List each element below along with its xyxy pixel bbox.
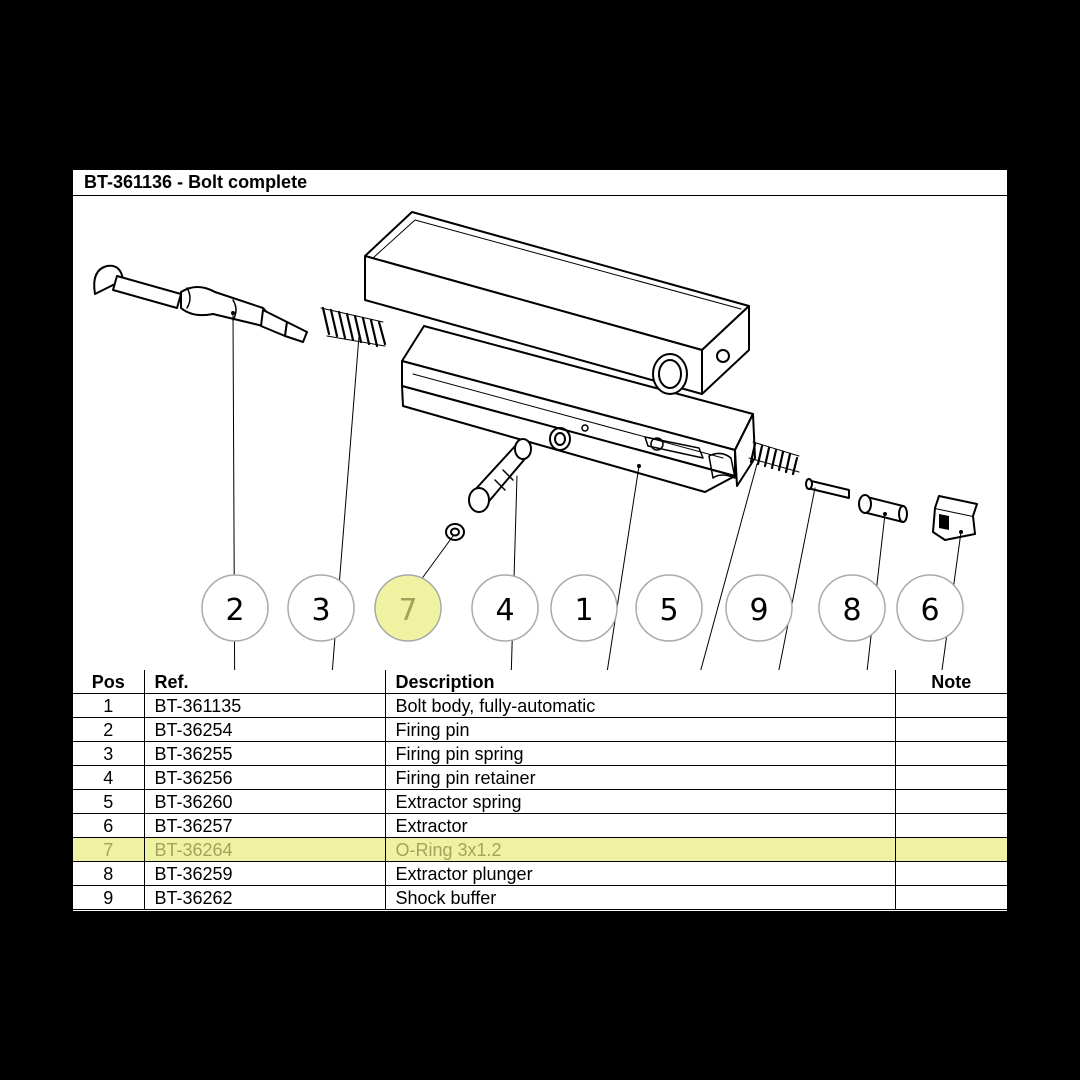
row-ref: BT-361135 — [144, 694, 385, 718]
sheet-title-bar — [73, 170, 1007, 196]
table-row[interactable] — [73, 886, 1007, 910]
row-description: Bolt body, fully-automatic — [385, 694, 895, 718]
table-header-row — [73, 670, 1007, 694]
header-ref: Ref. — [144, 670, 385, 694]
callout-8[interactable] — [819, 575, 885, 641]
row-ref: BT-36264 — [144, 838, 385, 862]
table-row[interactable] — [73, 814, 1007, 838]
extractor-spring-drawing — [749, 442, 799, 474]
row-ref: BT-36256 — [144, 766, 385, 790]
row-description: O-Ring 3x1.2 — [385, 838, 895, 862]
table-row[interactable] — [73, 790, 1007, 814]
callout-3-label: 3 — [311, 593, 331, 628]
callout-1-label: 1 — [574, 593, 594, 628]
callout-9-label: 9 — [749, 593, 769, 628]
callout-2-label: 2 — [225, 593, 245, 628]
row-pos: 6 — [73, 814, 144, 838]
row-pos: 7 — [73, 838, 144, 862]
callout-5[interactable] — [636, 575, 702, 641]
parts-sheet — [72, 169, 1008, 912]
row-note — [895, 886, 1007, 910]
sheet-title: BT-361136 - Bolt complete — [84, 172, 308, 192]
row-note — [895, 838, 1007, 862]
firing-pin-retainer-drawing — [469, 439, 531, 512]
row-description: Extractor spring — [385, 790, 895, 814]
callout-2[interactable] — [202, 575, 268, 641]
table-row[interactable] — [73, 718, 1007, 742]
extractor-plunger-drawing — [859, 495, 907, 522]
table-row[interactable] — [73, 862, 1007, 886]
callout-8-label: 8 — [842, 593, 862, 628]
bolt-body-drawing — [365, 212, 755, 492]
callout-7-label: 7 — [398, 593, 418, 628]
header-description: Description — [385, 670, 895, 694]
row-ref: BT-36259 — [144, 862, 385, 886]
row-note — [895, 718, 1007, 742]
header-note: Note — [895, 670, 1007, 694]
firing-pin-drawing — [94, 266, 307, 342]
row-pos: 8 — [73, 862, 144, 886]
callout-4-label: 4 — [495, 593, 515, 628]
row-ref: BT-36257 — [144, 814, 385, 838]
row-pos: 5 — [73, 790, 144, 814]
extractor-drawing — [933, 496, 977, 540]
row-pos: 3 — [73, 742, 144, 766]
callout-3[interactable] — [288, 575, 354, 641]
row-note — [895, 694, 1007, 718]
row-description: Firing pin spring — [385, 742, 895, 766]
o-ring-drawing — [446, 524, 464, 540]
callout-4[interactable] — [472, 575, 538, 641]
row-note — [895, 742, 1007, 766]
row-pos: 4 — [73, 766, 144, 790]
row-pos: 2 — [73, 718, 144, 742]
callout-7[interactable] — [375, 575, 441, 641]
callout-6-label: 6 — [920, 593, 940, 628]
row-ref: BT-36254 — [144, 718, 385, 742]
exploded-view-diagram — [73, 196, 1007, 670]
row-ref: BT-36255 — [144, 742, 385, 766]
row-description: Extractor plunger — [385, 862, 895, 886]
firing-pin-spring-drawing — [321, 308, 385, 346]
parts-table — [73, 670, 1007, 910]
row-note — [895, 862, 1007, 886]
row-ref: BT-36262 — [144, 886, 385, 910]
row-note — [895, 814, 1007, 838]
row-description: Firing pin — [385, 718, 895, 742]
row-pos: 9 — [73, 886, 144, 910]
row-pos: 1 — [73, 694, 144, 718]
row-description: Extractor — [385, 814, 895, 838]
table-row[interactable] — [73, 742, 1007, 766]
row-ref: BT-36260 — [144, 790, 385, 814]
shock-buffer-drawing — [806, 479, 849, 498]
row-note — [895, 790, 1007, 814]
row-description: Shock buffer — [385, 886, 895, 910]
callout-1[interactable] — [551, 575, 617, 641]
callout-5-label: 5 — [659, 593, 679, 628]
callout-6[interactable] — [897, 575, 963, 641]
row-note — [895, 766, 1007, 790]
row-description: Firing pin retainer — [385, 766, 895, 790]
table-row-highlighted[interactable] — [73, 838, 1007, 862]
table-row[interactable] — [73, 766, 1007, 790]
header-pos: Pos — [73, 670, 144, 694]
callout-9[interactable] — [726, 575, 792, 641]
table-row[interactable] — [73, 694, 1007, 718]
